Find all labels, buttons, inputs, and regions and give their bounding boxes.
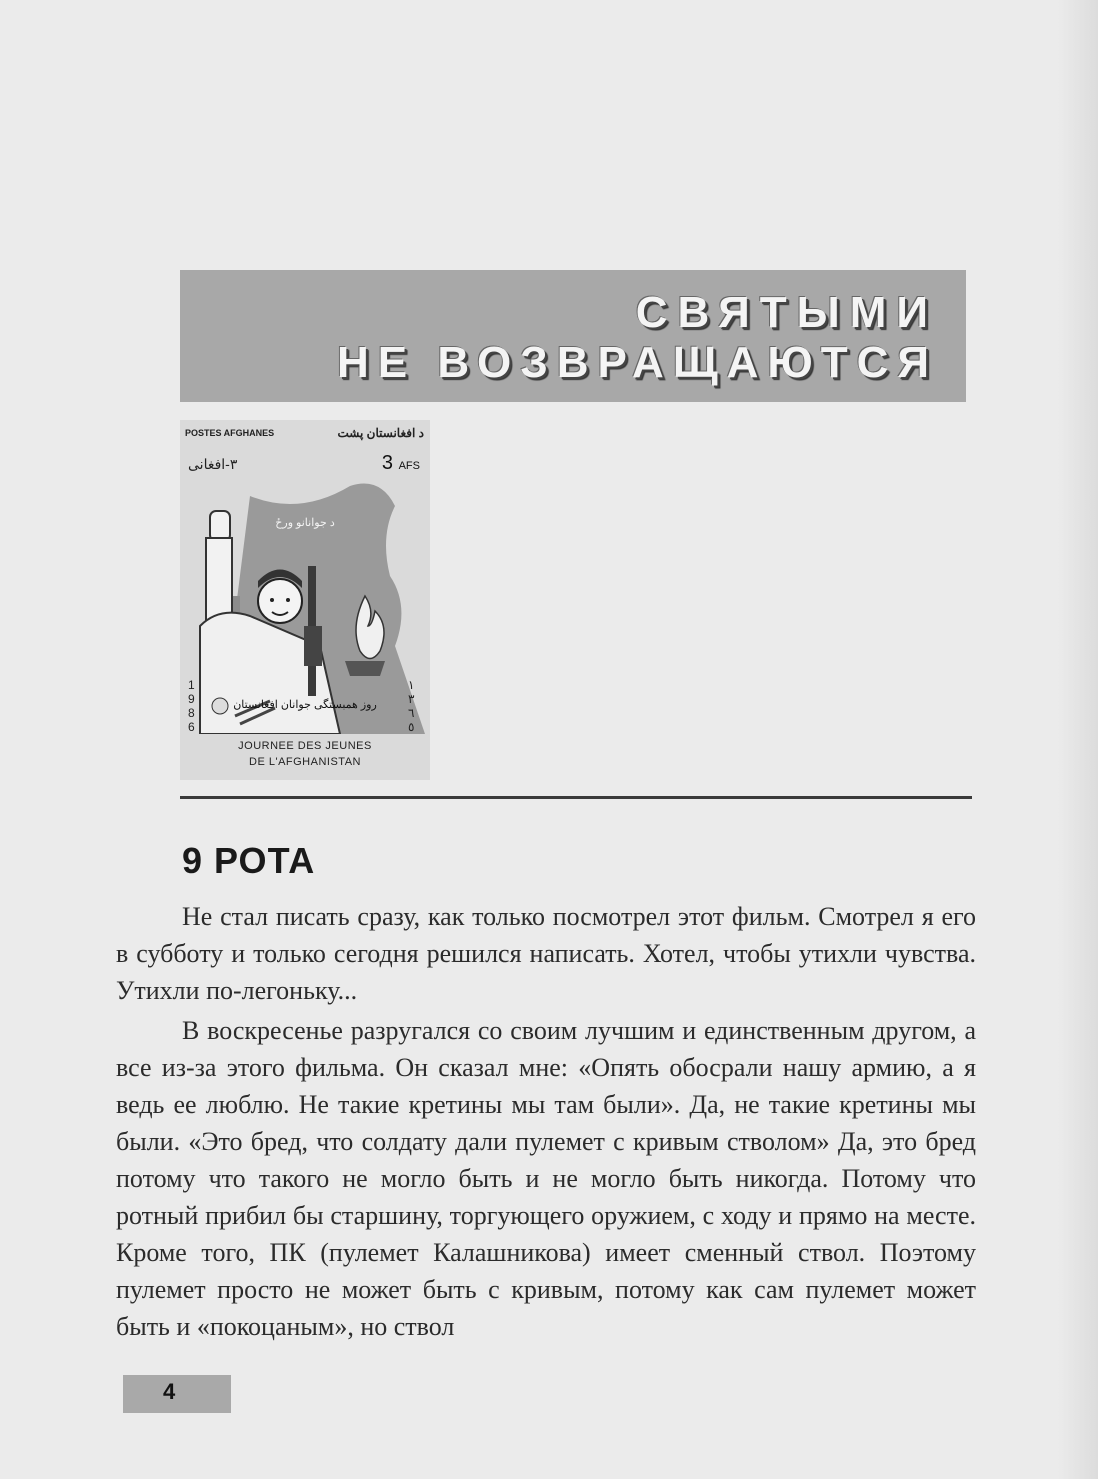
stamp-caption-line-1: JOURNEE DES JEUNES xyxy=(238,740,372,752)
stamp-country-label-arabic: د افغانستان پشت xyxy=(337,426,424,440)
section-title: 9 РОТА xyxy=(182,840,316,881)
page-number-box xyxy=(123,1375,231,1413)
stamp-value: 3 AFS xyxy=(381,452,420,474)
stamp-year-arabic: ١ ٣ ٦ ٥ xyxy=(408,678,415,734)
stamp-banner-arabic: د جوانانو ورځ xyxy=(275,517,335,529)
stamp-country-label: POSTES AFGHANES xyxy=(185,428,275,438)
page-number: 4 xyxy=(163,1379,176,1404)
stamp-year: 1 9 8 6 xyxy=(188,678,195,734)
title-line-2: НЕ ВОЗВРАЩАЮТСЯ xyxy=(336,338,938,387)
stamp-value-arabic: ٣-افغانی xyxy=(188,456,238,472)
paragraph: В воскресенье разругался со своим лучшим и единственным другом, а все из-за этого фильма. Он сказал мне: «Опять обосрали нашу армию, а я ведь ее люблю. Не такие кретины мы там были». Да, не такие кретины мы были. «Это бред, что солдату дали пулемет с кривым стволом» Да, это бред потому что такого не могло быть и не могло быть никогда. Потому что ротный прибил бы старшину, торгующего оружием, с ходу и прямо на месте. Кроме того, ПК (пулемет Калашникова) имеет сменный ствол. Поэтому пулемет просто не может быть с кривым, потому как сам пулемет может быть и «покоцаным», но ствол xyxy=(116,1016,976,1341)
stamp-caption-arabic: روز همبستگی جوانان افغانستان xyxy=(233,699,377,711)
title-banner xyxy=(180,270,966,402)
postage-stamp-image xyxy=(180,420,430,780)
section-divider xyxy=(180,796,972,799)
stamp-caption-line-2: DE L'AFGHANISTAN xyxy=(249,756,361,768)
page-edge-shadow xyxy=(1058,0,1098,1479)
title-line-1: СВЯТЫМИ xyxy=(635,288,938,337)
paragraph: Не стал писать сразу, как только посмотрел этот фильм. Смотрел я его в субботу и только сегодня решился написать. Хотел, чтобы утихли чувства. Утихли по-легоньку... xyxy=(116,902,976,1005)
stamp-illustration xyxy=(180,476,430,734)
article-body xyxy=(116,898,976,1348)
